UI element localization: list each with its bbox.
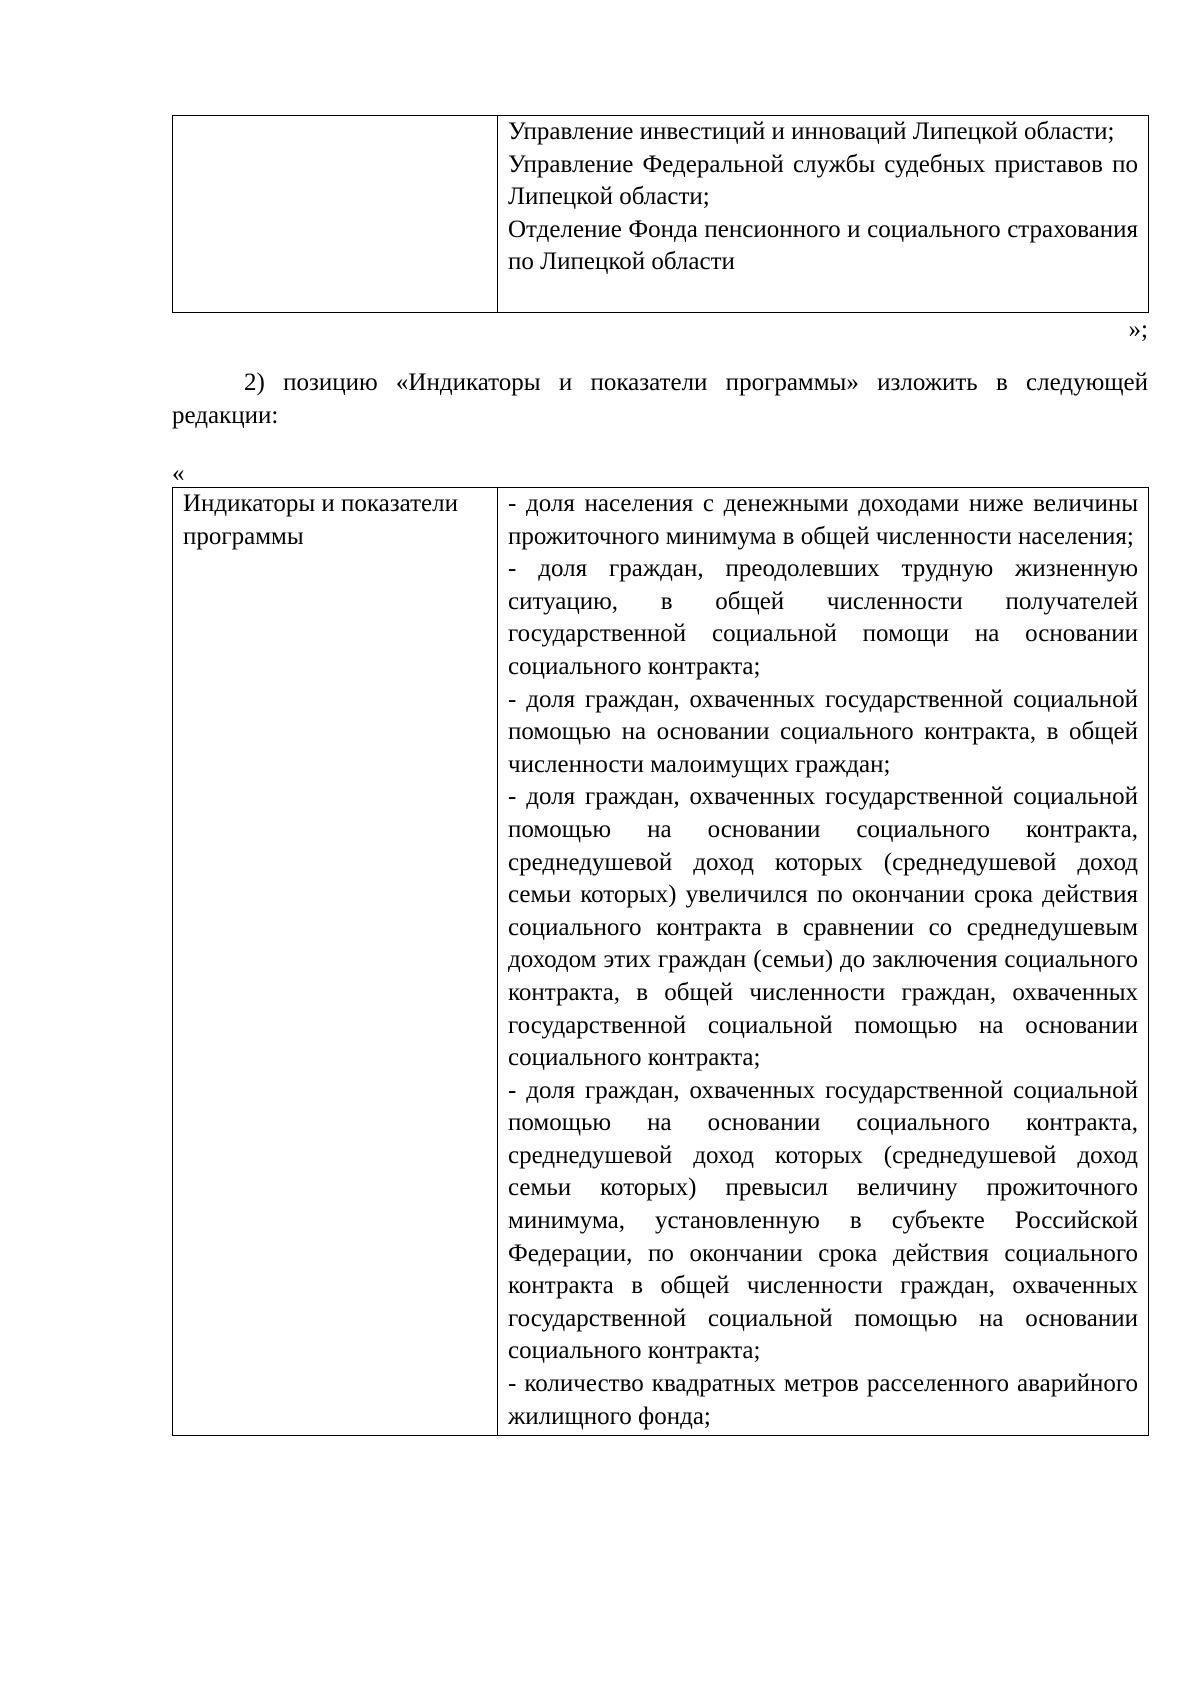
table-row (173, 116, 1149, 313)
agency-item: Управление инвестиций и инноваций Липецкой области; (508, 118, 1115, 145)
indicators-table (172, 487, 1149, 1436)
indicator-item: - количество квадратных метров расселенного аварийного жилищного фонда; (508, 1370, 1138, 1430)
indicators-label-cell (173, 488, 498, 1436)
indicator-item: - доля граждан, охваченных государственной социальной помощью на основании социального контракта, в общей численности малоимущих граждан; (508, 685, 1138, 778)
indicator-item: - доля населения с денежными доходами ниже величины прожиточного минимума в общей численности населения; (508, 490, 1138, 550)
indicator-item: - доля граждан, охваченных государственной социальной помощью на основании социального контракта, среднедушевой доход которых (среднедушевой доход семьи которых) превысил величину прожиточного минимума, установленную в субъекте Российской Федерации, по окончании срока действия социального контракта в общей численности граждан, охваченных государственной социальной помощью на основании социального контракта; (508, 1076, 1138, 1365)
opening-quote: « (172, 460, 185, 487)
agencies-cell (498, 116, 1149, 313)
indicator-item: - доля граждан, преодолевших трудную жизненную ситуацию, в общей численности получателей государственной социальной помощи на основании социального контракта; (508, 555, 1138, 680)
closing-quote: »; (1128, 316, 1148, 343)
agency-item: Отделение Фонда пенсионного и социального страхования по Липецкой области (508, 215, 1138, 276)
amendment-paragraph: 2) позицию «Индикаторы и показатели программы» изложить в следующей редакции: (172, 369, 1148, 429)
indicator-item: - доля граждан, охваченных государственной социальной помощью на основании социального контракта, среднедушевой доход которых (среднедушевой доход семьи которых) увеличился по окончании срока действия социального контракта в сравнении со среднедушевым доходом этих граждан (семьи) до заключения социального контракта, в общей численности граждан, охваченных государственной социальной помощью на основании социального контракта; (508, 783, 1138, 1072)
indicators-label: Индикаторы и показатели программы (183, 490, 458, 550)
indicators-list-cell (498, 488, 1149, 1436)
agency-item: Управление Федеральной службы судебных приставов по Липецкой области; (508, 150, 1138, 211)
table-row (173, 488, 1149, 1436)
empty-label-cell (173, 116, 498, 313)
responsible-agencies-table (172, 115, 1149, 313)
